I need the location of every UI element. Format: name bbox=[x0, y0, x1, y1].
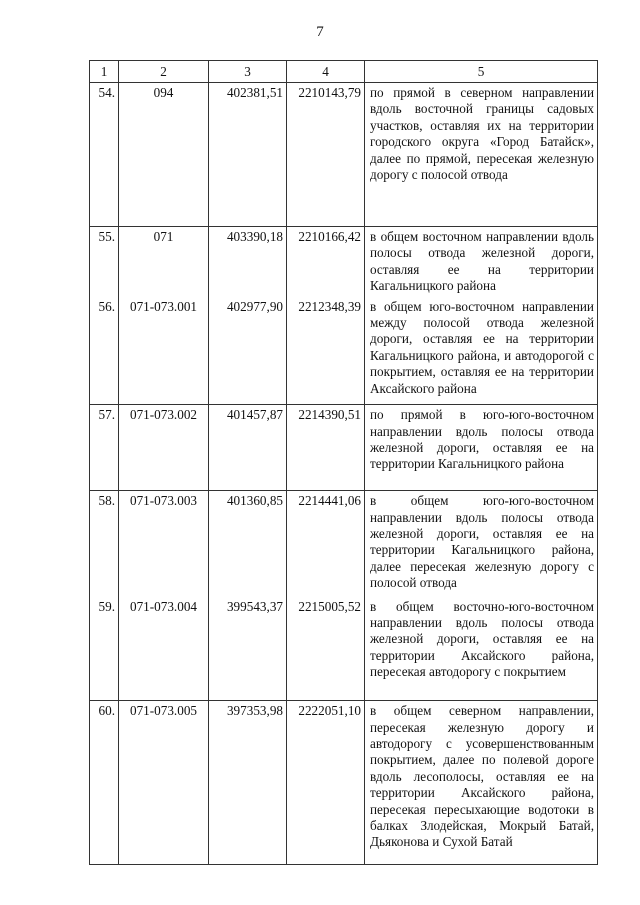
table-row bbox=[90, 491, 598, 597]
boundary-description: в общем юго-юго-восточном направлении вдоль полосы отвода железной дороги, оставляя ее на территории Кагальницкого района, далее пересекая железную дорогу с полосой отвода bbox=[365, 491, 598, 597]
header-col-3: 3 bbox=[209, 61, 287, 83]
coord-y: 2222051,10 bbox=[287, 701, 365, 865]
coord-y: 2215005,52 bbox=[287, 597, 365, 701]
row-number: 56. bbox=[90, 297, 119, 405]
coord-x: 402381,51 bbox=[209, 83, 287, 227]
header-col-1: 1 bbox=[90, 61, 119, 83]
coord-y: 2214441,06 bbox=[287, 491, 365, 597]
coord-x: 399543,37 bbox=[209, 597, 287, 701]
boundary-description: в общем восточном направлении вдоль полосы отвода железной дороги, оставляя ее на территории Кагальницкого района bbox=[365, 227, 598, 297]
boundary-description: по прямой в северном направлении вдоль восточной границы садовых участков, оставляя их на территории городского округа «Город Батайск», далее по прямой, пересекая железную дорогу с полосой отвода bbox=[365, 83, 598, 227]
header-col-2: 2 bbox=[119, 61, 209, 83]
row-number: 54. bbox=[90, 83, 119, 227]
row-number: 55. bbox=[90, 227, 119, 297]
header-col-5: 5 bbox=[365, 61, 598, 83]
coord-x: 401457,87 bbox=[209, 405, 287, 491]
coord-y: 2210143,79 bbox=[287, 83, 365, 227]
row-number: 60. bbox=[90, 701, 119, 865]
coord-x: 401360,85 bbox=[209, 491, 287, 597]
coord-x: 402977,90 bbox=[209, 297, 287, 405]
table-row bbox=[90, 297, 598, 405]
table-row bbox=[90, 701, 598, 865]
coord-y: 2212348,39 bbox=[287, 297, 365, 405]
row-number: 58. bbox=[90, 491, 119, 597]
point-id: 094 bbox=[119, 83, 209, 227]
header-col-4: 4 bbox=[287, 61, 365, 83]
point-id: 071-073.003 bbox=[119, 491, 209, 597]
boundary-description: по прямой в юго-юго-восточном направлении вдоль полосы отвода железной дороги, оставляя ее на территории Кагальницкого района bbox=[365, 405, 598, 491]
point-id: 071-073.004 bbox=[119, 597, 209, 701]
boundary-table bbox=[89, 60, 598, 865]
coord-x: 397353,98 bbox=[209, 701, 287, 865]
coord-y: 2214390,51 bbox=[287, 405, 365, 491]
table-row bbox=[90, 83, 598, 227]
boundary-description: в общем юго-восточном направлении между полосой отвода железной дороги, оставляя ее на территории Кагальницкого района, и автодорогой с покрытием, оставляя ее на территории Аксайского района bbox=[365, 297, 598, 405]
point-id: 071-073.005 bbox=[119, 701, 209, 865]
table-row bbox=[90, 597, 598, 701]
point-id: 071 bbox=[119, 227, 209, 297]
row-number: 57. bbox=[90, 405, 119, 491]
table-row bbox=[90, 405, 598, 491]
coord-x: 403390,18 bbox=[209, 227, 287, 297]
row-number: 59. bbox=[90, 597, 119, 701]
point-id: 071-073.002 bbox=[119, 405, 209, 491]
table-header-row bbox=[90, 61, 598, 83]
point-id: 071-073.001 bbox=[119, 297, 209, 405]
table-row bbox=[90, 227, 598, 297]
boundary-description: в общем северном направлении, пересекая железную дорогу и автодорогу с усовершенствованным покрытием, далее по полевой дороге вдоль лесополосы, оставляя ее на территории Аксайского района, пересекая пересыхающие водотоки в балках Злодейская, Мокрый Батай, Дьяконова и Сухой Батай bbox=[365, 701, 598, 865]
boundary-description: в общем восточно-юго-восточном направлении вдоль полосы отвода железной дороги, оставляя ее на территории Аксайского района, пересекая автодорогу с покрытием bbox=[365, 597, 598, 701]
page-number: 7 bbox=[316, 24, 324, 40]
coord-y: 2210166,42 bbox=[287, 227, 365, 297]
